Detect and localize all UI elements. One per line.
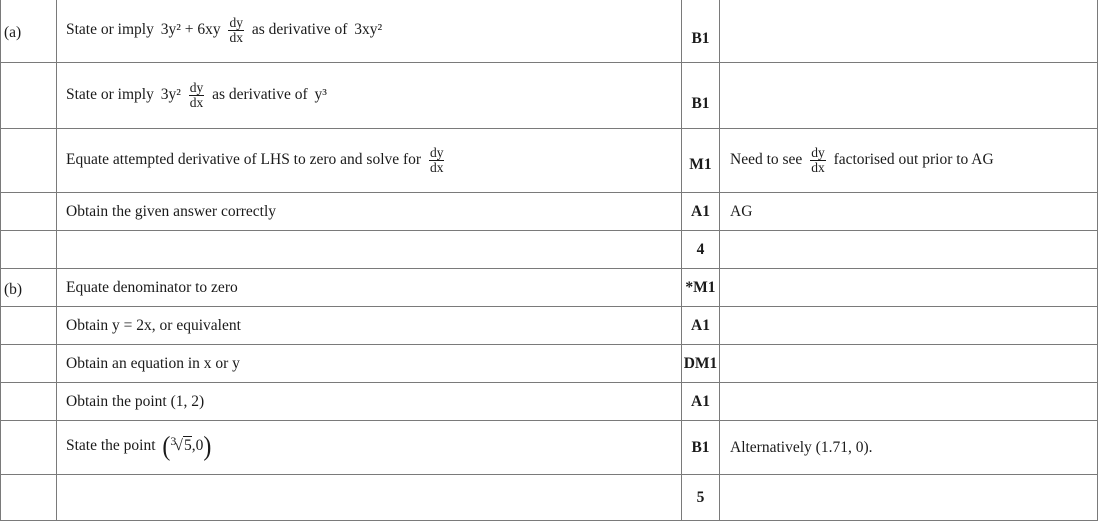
total-marks: 5 — [682, 475, 720, 521]
mark-cell: B1 — [682, 0, 720, 63]
mark-cell: M1 — [682, 129, 720, 193]
mark-cell: *M1 — [682, 269, 720, 307]
table-row — [1, 307, 1098, 345]
cube-root-point: ($^3$√5,0) — [162, 431, 212, 462]
criterion-cell: State the point ($^3$√5,0) — [57, 421, 682, 475]
criterion-cell: State or imply 3y² + 6xy $\frac{dy}{dx}$ as derivative of 3xy² — [57, 0, 682, 63]
expression: 3y² — [160, 86, 181, 104]
table-row — [1, 129, 1098, 193]
fraction: $\frac{dy}{dx}$ — [429, 145, 444, 175]
guidance-cell: AG — [720, 193, 1098, 231]
part-label-a: (a) — [1, 0, 57, 63]
criterion-cell: Equate denominator to zero — [57, 269, 682, 307]
mark-cell: B1 — [682, 421, 720, 475]
guidance-cell — [720, 63, 1098, 129]
table-row — [1, 475, 1098, 521]
criterion-cell: Obtain the given answer correctly — [57, 193, 682, 231]
mark-cell: A1 — [682, 193, 720, 231]
expression: y³ — [314, 86, 327, 104]
mark-cell: DM1 — [682, 345, 720, 383]
expression: 3y² + 6xy — [160, 21, 221, 39]
fraction: $\frac{dy}{dx}$ — [811, 145, 825, 175]
guidance-cell — [720, 0, 1098, 63]
fraction: $\frac{dy}{dx}$ — [189, 80, 204, 110]
criterion-cell: Equate attempted derivative of LHS to zero and solve for $\frac{dy}{dx}$ — [57, 129, 682, 193]
criterion-cell: Obtain y = 2x, or equivalent — [57, 307, 682, 345]
mark-cell: A1 — [682, 307, 720, 345]
expression: 3xy² — [354, 21, 383, 39]
table-row — [1, 269, 1098, 307]
table-row — [1, 63, 1098, 129]
table-row — [1, 0, 1098, 63]
part-label-b: (b) — [1, 269, 57, 307]
criterion-cell: State or imply 3y² $\frac{dy}{dx}$ as derivative of y³ — [57, 63, 682, 129]
criterion-cell: Obtain an equation in x or y — [57, 345, 682, 383]
table-row — [1, 193, 1098, 231]
table-row — [1, 421, 1098, 475]
table-row — [1, 345, 1098, 383]
fraction: $\frac{dy}{dx}$ — [229, 15, 243, 45]
guidance-cell: Need to see $\frac{dy}{dx}$ factorised out prior to AG — [720, 129, 1098, 193]
table-row — [1, 383, 1098, 421]
criterion-cell: Obtain the point (1, 2) — [57, 383, 682, 421]
table-row — [1, 231, 1098, 269]
total-marks: 4 — [682, 231, 720, 269]
guidance-cell: Alternatively (1.71, 0). — [720, 421, 1098, 475]
mark-cell: B1 — [682, 63, 720, 129]
mark-cell: A1 — [682, 383, 720, 421]
